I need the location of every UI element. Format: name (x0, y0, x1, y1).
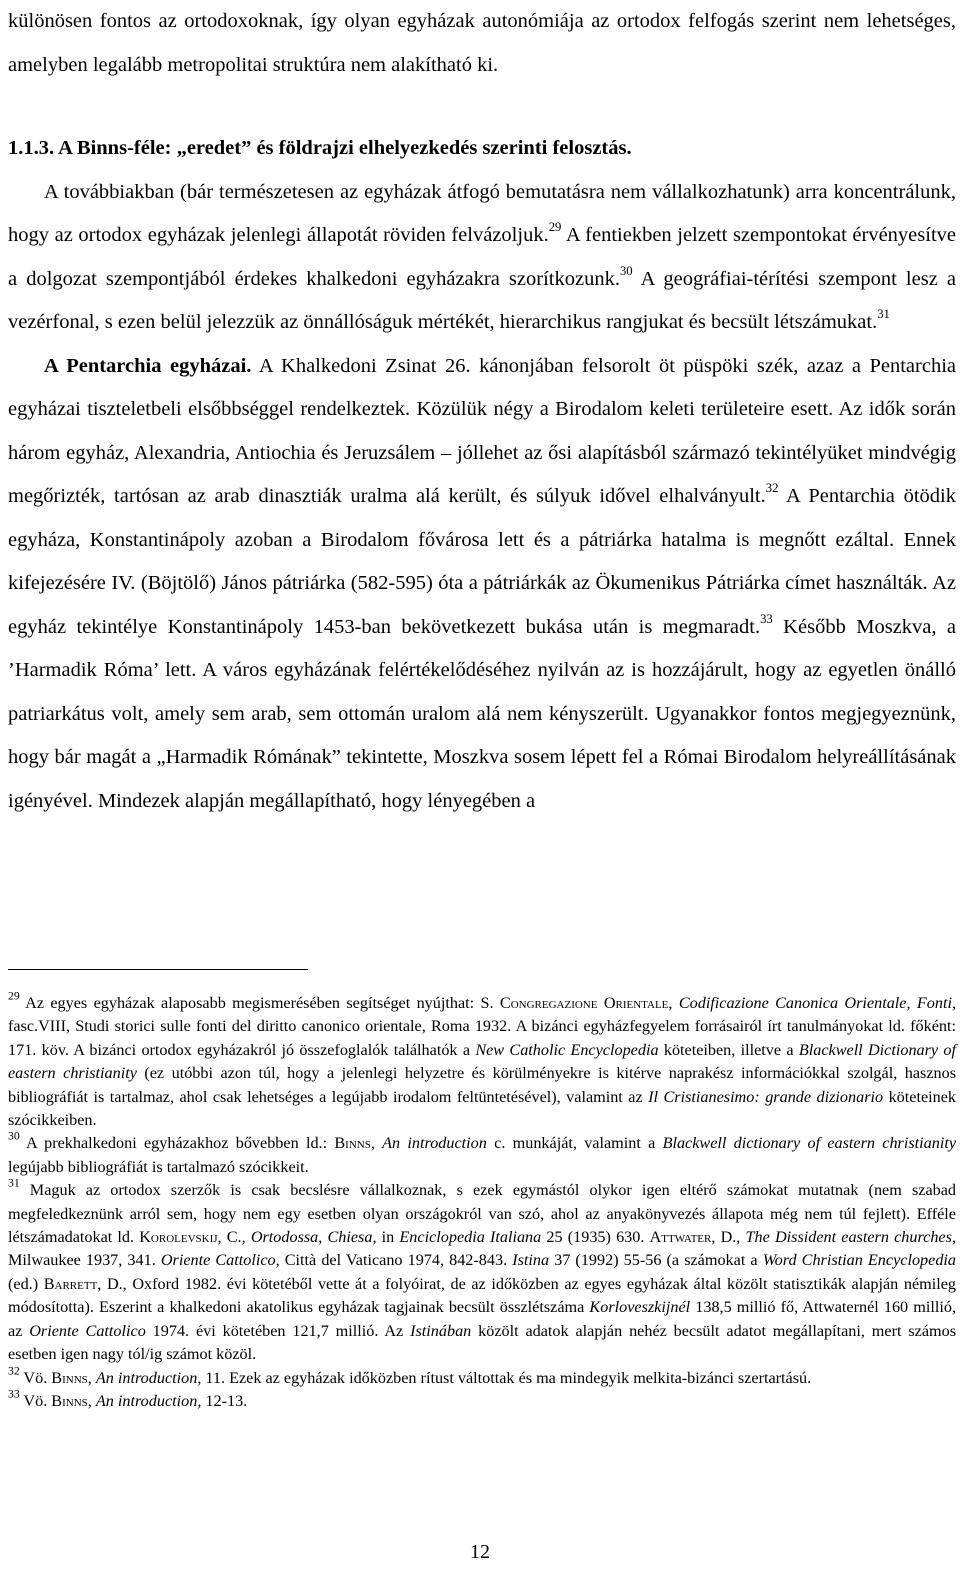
paragraph-text: A Pentarchia ötödik egyháza, Konstantinápoly azoban a Birodalom fővárosa lett és a pátriárka hatalma is megnőtt ezáltal. Ennek kifejezésére IV. (Böjtölő) János pátriárka (582-595) óta a pátriárkák az Ökumenikus Pátriárka címet használták. Az egyház tekintélye Konstantinápoly 1453-ban bekövetkezett bukása után is megmaradt. (8, 485, 956, 638)
footnote-29 (8, 989, 957, 1132)
footnote-text: , D., (711, 1228, 746, 1247)
footnote-text: , 11. Ezek az egyházak időközben rítust váltottak és ma mindegyik melkita-bizánci szertartású. (197, 1368, 812, 1387)
work-title: Ortodossa, Chiesa, (250, 1228, 377, 1247)
footnote-text: , (87, 1391, 96, 1410)
footnote-text: 37 (1992) 55-56 (a számokat a (549, 1251, 763, 1270)
footnote-31 (8, 1176, 957, 1366)
paragraph-text: A fentiekben jelzett szempontokat érvényesítve a dolgozat szempontjából érdekes khalkedoni egyházakra szorítkozunk. (8, 224, 957, 290)
footnote-text: c. munkáját, valamint a (486, 1134, 663, 1153)
footnotes (8, 989, 957, 1413)
footnote-text: Az egyes egyházak alaposabb megismerésében segítséget nyújthat: S. (19, 994, 500, 1012)
work-title: Enciclopedia Italiana (399, 1228, 542, 1247)
footnote-number: 31 (8, 1176, 20, 1190)
footnote-text: , fasc.VIII, Studi storici sulle fonti del diritto canonico orientale, Roma 1932. A bizánci egyházfegyelem forrásairól írt tanulmányokat ld. főként: 171. köv. A bizánci ortodox egyházakról jó összefoglalók találhatók a (8, 994, 956, 1059)
footnote-text: Vö. (19, 1391, 52, 1410)
work-title: Il Cristianesimo: grande dizionario (648, 1087, 884, 1106)
paragraph-spacer (8, 87, 956, 127)
footnote-ref-32[interactable]: 32 (765, 481, 779, 496)
footnote-text: A prekhalkedoni egyházakhoz bővebben ld.: (19, 1134, 335, 1153)
footnote-text: Città del Vaticano 1974, 842-843. (279, 1251, 513, 1270)
work-title: Word Christian Encyclopedia (762, 1251, 957, 1270)
paragraph-pentarchia (8, 345, 956, 824)
footnote-separator (8, 969, 308, 970)
work-title: Codificazione Canonica Orientale, Fonti (678, 994, 952, 1012)
footnote-text: 25 (1935) 630. (541, 1228, 650, 1247)
footnote-text: 12-13. (201, 1391, 248, 1410)
work-title: Blackwell Dictionary of eastern christianity (8, 1040, 957, 1083)
author-name: Attwater (649, 1228, 712, 1247)
footnote-ref-30[interactable]: 30 (619, 263, 633, 278)
footnote-text: közölt adatok alapján nehéz becsült adatot megállapítani, mert számos esetben igen nagy tól/ig számot közöl. (8, 1321, 956, 1364)
footnote-number: 29 (8, 989, 20, 1003)
footnote-text: , D., Oxford 1982. évi kötetéből vette át a folyóirat, de az időközben az egyes egyházak által közölt statisztikák alapján némileg módosította). Eszerint a khalkedoni akatolikus egyházak tagjainak becsült összlétszáma (8, 1274, 957, 1317)
footnote-text: (ez utóbbi azon túl, hogy a jelenlegi helyzetre és körülményekre is kitérve naprakész információkkal szolgál, hasznos bibliográfiát is tartalmaz, ahol csak lehetséges a legújabb irodalom feltüntetésével), valamint az (8, 1064, 956, 1106)
author-name: Binns (334, 1134, 371, 1153)
work-title: Oriente Cattolico, (160, 1251, 280, 1270)
footnote-text: Vö. (19, 1368, 52, 1387)
footnote-text: , (87, 1368, 96, 1387)
paragraph-text: A Khalkedoni Zsinat 26. kánonjában felsorolt öt püspöki szék, azaz a Pentarchia egyházai tiszteletbeli elsőbbséggel rendelkeztek. Közülük négy a Birodalom keleti területeire esett. Az idők során három egyház, Alexandria, Antiochia és Jeruzsálem – jóllehet az ősi alapításból származó tekintélyüket mindvégig megőrizték, tartósan az arab dinasztiák uralma alá került, és súlyuk idővel elhalványult. (8, 354, 956, 507)
footnote-number: 33 (8, 1387, 20, 1401)
footnote-text: , Milwaukee 1937, 341. (8, 1228, 956, 1270)
paragraph-continuation: különösen fontos az ortodoxoknak, így olyan egyházak autonómiája az ortodox felfogás szerint nem lehetséges, amelyben legalább metropolitai struktúra nem alakítható ki. (8, 10, 956, 76)
footnote-text: 138,5 millió fő, Attwaternél 160 millió, az (8, 1298, 956, 1340)
footnote-30 (8, 1132, 956, 1179)
author-name: Korolevskij (139, 1228, 218, 1247)
footnote-text: (ed.) (8, 1274, 44, 1293)
footnote-ref-29[interactable]: 29 (548, 220, 562, 235)
author-name: Congregazione Orientale (499, 994, 669, 1012)
author-name: Barrett (43, 1274, 98, 1293)
main-text (8, 0, 956, 823)
footnote-text: , C., (217, 1228, 251, 1247)
footnote-number: 32 (8, 1364, 20, 1378)
work-title: Istinában (410, 1321, 472, 1340)
paragraph-text: A továbbiakban (bár természetesen az egyházak átfogó bemutatásra nem vállalkozhatunk) arra koncentrálunk, hogy az ortodox egyházak jelenlegi állapotát röviden felvázoljuk. (8, 180, 956, 246)
author-name: Binns (51, 1391, 88, 1410)
footnote-text: köteteinek szócikkeiben. (8, 1087, 957, 1130)
work-title: Oriente Cattolico (29, 1321, 146, 1340)
author-name: Binns (51, 1368, 88, 1387)
paragraph-intro (8, 171, 956, 345)
footnote-text: 1974. évi kötetében 121,7 millió. Az (145, 1321, 411, 1340)
work-title: An introduction, (95, 1391, 202, 1410)
footnote-32 (8, 1364, 956, 1390)
paragraph-text: Később Moszkva, a ’Harmadik Róma’ lett. A város egyházának felértékelődéséhez nyilván az is hozzájárult, hogy az egyetlen önálló patriarkátus volt, amely sem arab, sem ottomán uralom alá nem kényszerült. Ugyanakkor fontos megjegyeznünk, hogy bár magát a „Harmadik Rómának” tekintette, Moszkva sosem lépett fel a Római Birodalom helyreállításának igényével. Mindezek alapján megállapítható, hogy lényegében a (8, 615, 956, 812)
paragraph-text: A geográfiai-térítési szempont lesz a vezérfonal, s ezen belül jelezzük az önnállóságuk mértékét, hierarchikus rangjukat és becsült létszámukat. (8, 267, 956, 333)
work-title: New Catholic Encyclopedia (475, 1040, 659, 1059)
footnote-text: legújabb bibliográfiát is tartalmazó szócikkeit. (8, 1157, 309, 1176)
footnote-text: Maguk az ortodox szerzők is csak becslésre vállalkoznak, s ezek egymástól olykor igen eltérő számokat mutatnak (nem szabad megfeledkeznünk arról sem, hogy nem egy esetben olyan országokról van szó, ahol az anyakönyvezés állapota még nem túl fejlett). Efféle létszámadatokat ld. (8, 1181, 956, 1247)
footnote-text: , (668, 994, 679, 1012)
work-title: Istina (512, 1251, 550, 1270)
footnote-ref-33[interactable]: 33 (760, 611, 773, 626)
page-number: 12 (470, 1541, 490, 1563)
footnote-33 (8, 1387, 956, 1413)
work-title: The Dissident eastern churches (745, 1228, 952, 1247)
work-title: An introduction (95, 1368, 198, 1387)
work-title: Blackwell dictionary of eastern christianity (662, 1134, 957, 1153)
footnote-text: köteteiben, illetve a (658, 1040, 799, 1059)
footnote-number: 30 (8, 1130, 20, 1144)
work-title: An introduction (382, 1134, 487, 1153)
work-title: Korloveszkijnél (589, 1298, 691, 1317)
section-heading: 1.1.3. A Binns-féle: „eredet” és földrajzi elhelyezkedés szerinti felosztás. (8, 137, 632, 159)
footnote-text: , (370, 1134, 383, 1153)
subsection-title: A Pentarchia egyházai. (44, 354, 252, 377)
footnote-ref-31[interactable]: 31 (877, 307, 890, 322)
footnote-text: in (376, 1228, 400, 1247)
